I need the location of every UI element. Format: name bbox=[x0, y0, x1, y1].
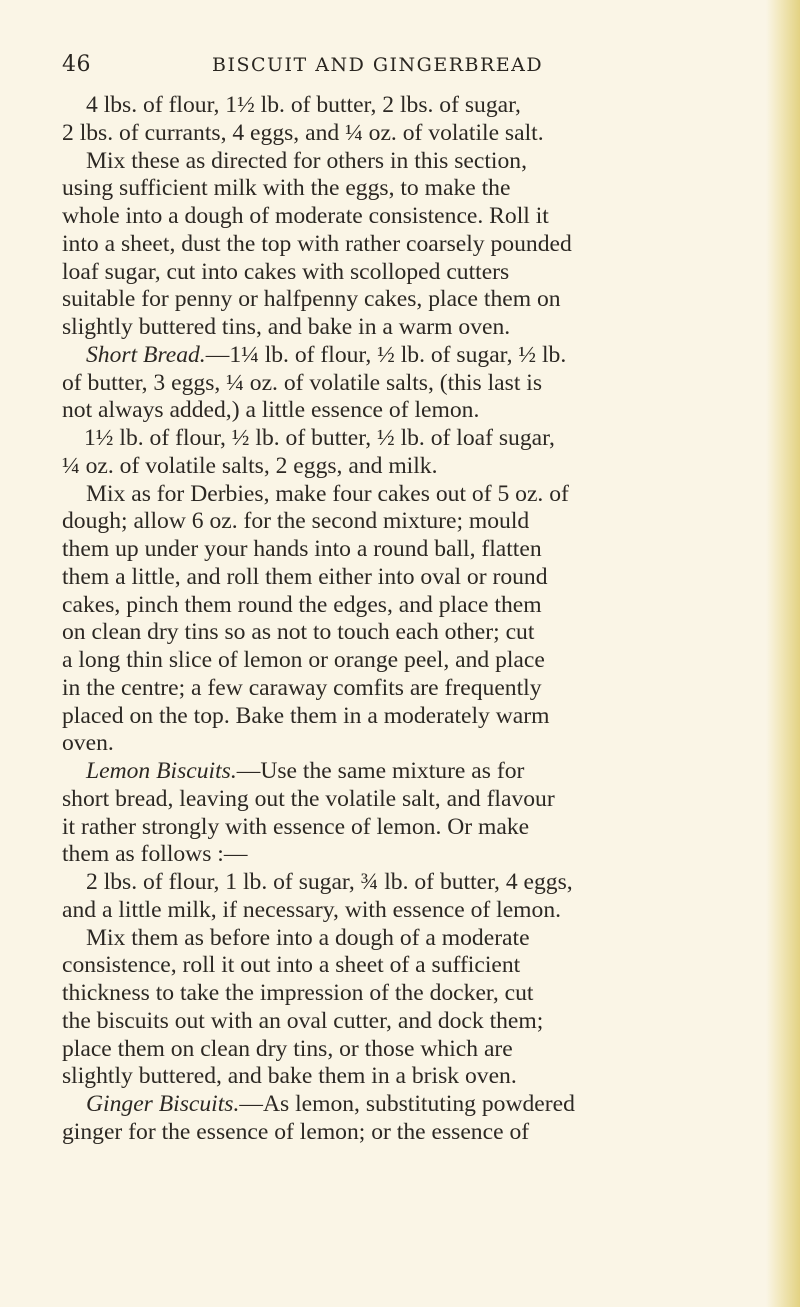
text-line: suitable for penny or halfpenny cakes, place them on bbox=[62, 286, 561, 313]
ginger-paragraph-start bbox=[62, 1091, 714, 1119]
text-line: whole into a dough of moderate consistence. Roll it bbox=[62, 203, 549, 229]
text-line: it rather strongly with essence of lemon. Or make bbox=[62, 813, 530, 840]
text-line: ¼ oz. of volatile salts, 2 eggs, and milk. bbox=[62, 452, 438, 479]
text-line: ginger for the essence of lemon; or the essence of bbox=[62, 1118, 530, 1145]
lemon-biscuits-title: Lemon Biscuits. bbox=[86, 758, 237, 784]
text-line: the biscuits out with an oval cutter, and dock them; bbox=[62, 1007, 544, 1034]
text-line: 1½ lb. of flour, ½ lb. of butter, ½ lb. of loaf sugar, bbox=[84, 425, 555, 451]
text-line: them a little, and roll them either into oval or round bbox=[62, 563, 548, 590]
text-line: —1¼ lb. of flour, ½ lb. of sugar, ½ lb. bbox=[205, 341, 567, 368]
text-line: Mix them as before into a dough of a moderate bbox=[86, 924, 530, 951]
text-line: —Use the same mixture as for bbox=[236, 758, 525, 784]
text-line: placed on the top. Bake them in a moderately warm bbox=[62, 702, 550, 729]
text-line: in the centre; a few caraway comfits are frequently bbox=[62, 674, 542, 701]
text-line: of butter, 3 eggs, ¼ oz. of volatile salts, (this last is bbox=[62, 369, 543, 396]
text-line: not always added,) a little essence of lemon. bbox=[62, 397, 480, 424]
text-line: slightly buttered tins, and bake in a warm oven. bbox=[62, 314, 511, 340]
text-line: thickness to take the impression of the docker, cut bbox=[62, 980, 534, 1006]
text-line: consistence, roll it out into a sheet of a sufficient bbox=[62, 952, 521, 979]
text-line: them as follows :— bbox=[62, 841, 248, 868]
text-line: a long thin slice of lemon or orange peel, and place bbox=[62, 647, 545, 673]
short-bread-paragraph-start bbox=[62, 342, 714, 370]
text-line: 2 lbs. of currants, 4 eggs, and ¼ oz. of volatile salt. bbox=[62, 119, 544, 146]
text-line: cakes, pinch them round the edges, and place them bbox=[62, 591, 542, 618]
text-line: —As lemon, substituting powdered bbox=[239, 1091, 575, 1117]
text-line: oven. bbox=[62, 730, 114, 757]
text-line: into a sheet, dust the top with rather coarsely pounded bbox=[62, 230, 572, 257]
page-number: 46 bbox=[62, 52, 91, 77]
text-line: and a little milk, if necessary, with essence of lemon. bbox=[62, 896, 562, 923]
text-line: dough; allow 6 oz. for the second mixture; mould bbox=[62, 508, 530, 535]
text-line: using sufficient milk with the eggs, to make the bbox=[62, 175, 511, 202]
short-bread-title: Short Bread. bbox=[86, 341, 206, 368]
page-edge-shadow bbox=[766, 0, 800, 1307]
text-line: place them on clean dry tins, or those which are bbox=[62, 1035, 513, 1062]
text-line: Mix as for Derbies, make four cakes out of 5 oz. of bbox=[86, 480, 569, 507]
ginger-biscuits-title: Ginger Biscuits. bbox=[86, 1091, 240, 1117]
text-line: slightly buttered, and bake them in a brisk oven. bbox=[62, 1063, 517, 1090]
lemon-paragraph-start bbox=[62, 758, 714, 786]
recipe-text bbox=[62, 92, 714, 1147]
running-head bbox=[62, 52, 742, 82]
text-line: them up under your hands into a round ball, flatten bbox=[62, 536, 542, 562]
text-line: short bread, leaving out the volatile salt, and flavour bbox=[62, 785, 555, 812]
text-line: 2 lbs. of flour, 1 lb. of sugar, ¾ lb. of butter, 4 eggs, bbox=[86, 869, 573, 895]
running-title: BISCUIT AND GINGERBREAD bbox=[212, 54, 544, 76]
text-line: Mix these as directed for others in this section, bbox=[86, 147, 527, 174]
text-line: 4 lbs. of flour, 1½ lb. of butter, 2 lbs. of sugar, bbox=[86, 92, 521, 118]
text-line: loaf sugar, cut into cakes with scolloped cutters bbox=[62, 258, 510, 285]
text-line: on clean dry tins so as not to touch each other; cut bbox=[62, 619, 535, 646]
